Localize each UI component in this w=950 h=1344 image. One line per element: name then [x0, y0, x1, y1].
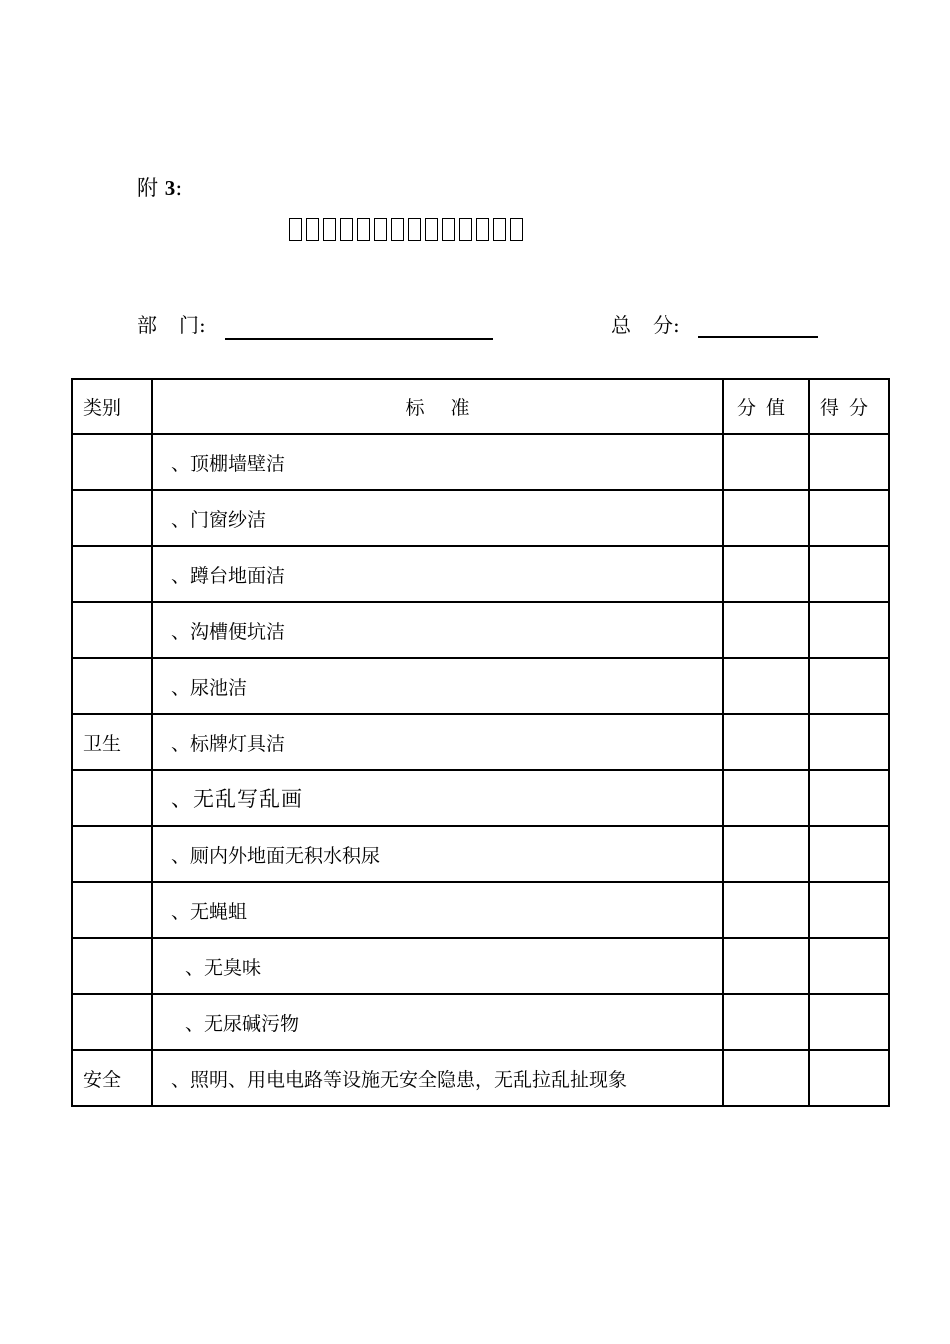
- row-category: [72, 938, 152, 994]
- table-row: [72, 882, 889, 938]
- total-score-label: [611, 309, 680, 338]
- row-standard: 、照明、用电电路等设施无安全隐患，无乱拉乱扯现象: [152, 1050, 723, 1106]
- row-score-cell[interactable]: [809, 994, 889, 1050]
- table-header-row: [72, 379, 889, 434]
- document-title-placeholder: [289, 218, 523, 241]
- row-points-cell[interactable]: [723, 658, 809, 714]
- header-category: 类别: [72, 379, 152, 434]
- title-glyph-box: [289, 218, 302, 241]
- total-label-char-2: 分:: [653, 313, 680, 337]
- annex-prefix: 附: [137, 176, 158, 200]
- row-category: [72, 826, 152, 882]
- header-score-text: 得分: [819, 397, 878, 419]
- row-category: [72, 770, 152, 826]
- table-row: [72, 490, 889, 546]
- row-score-cell[interactable]: [809, 882, 889, 938]
- title-glyph-box: [459, 218, 472, 241]
- title-glyph-box: [374, 218, 387, 241]
- header-score: [809, 379, 889, 434]
- row-points-cell[interactable]: [723, 546, 809, 602]
- title-glyph-box: [493, 218, 506, 241]
- row-category: [72, 434, 152, 490]
- row-points-cell[interactable]: [723, 770, 809, 826]
- row-points-cell[interactable]: [723, 826, 809, 882]
- row-standard: 、无蝇蛆: [152, 882, 723, 938]
- title-glyph-box: [425, 218, 438, 241]
- row-score-cell[interactable]: [809, 602, 889, 658]
- row-score-cell[interactable]: [809, 546, 889, 602]
- title-glyph-box: [323, 218, 336, 241]
- row-category: [72, 546, 152, 602]
- annex-suffix: :: [175, 176, 183, 200]
- table-row: [72, 770, 889, 826]
- row-category: 安全: [72, 1050, 152, 1106]
- table-row: [72, 1050, 889, 1106]
- row-points-cell[interactable]: [723, 994, 809, 1050]
- title-glyph-box: [340, 218, 353, 241]
- annex-number: 3: [164, 176, 176, 200]
- row-score-cell[interactable]: [809, 770, 889, 826]
- department-label: [137, 309, 206, 338]
- department-label-char-1: 部: [137, 313, 157, 337]
- row-score-cell[interactable]: [809, 826, 889, 882]
- row-points-cell[interactable]: [723, 602, 809, 658]
- annex-label: [137, 172, 182, 202]
- header-points: [723, 379, 809, 434]
- title-glyph-box: [442, 218, 455, 241]
- row-standard: 、门窗纱洁: [152, 490, 723, 546]
- table-row: [72, 602, 889, 658]
- row-standard: 、无乱写乱画: [152, 770, 723, 826]
- row-score-cell[interactable]: [809, 938, 889, 994]
- row-points-cell[interactable]: [723, 490, 809, 546]
- header-standard-text: 标准: [405, 397, 496, 419]
- row-standard: 、顶棚墙壁洁: [152, 434, 723, 490]
- row-score-cell[interactable]: [809, 434, 889, 490]
- inspection-table: [71, 378, 890, 1107]
- row-standard: 、无尿碱污物: [152, 994, 723, 1050]
- row-category: 卫生: [72, 714, 152, 770]
- title-glyph-box: [510, 218, 523, 241]
- row-standard: 、厕内外地面无积水积尿: [152, 826, 723, 882]
- title-glyph-box: [306, 218, 319, 241]
- row-points-cell[interactable]: [723, 938, 809, 994]
- row-standard: 、无臭味: [152, 938, 723, 994]
- table-row: [72, 546, 889, 602]
- row-points-cell[interactable]: [723, 714, 809, 770]
- table-row: [72, 658, 889, 714]
- title-glyph-box: [476, 218, 489, 241]
- row-points-cell[interactable]: [723, 434, 809, 490]
- row-points-cell[interactable]: [723, 1050, 809, 1106]
- department-input-line[interactable]: [225, 338, 493, 340]
- row-score-cell[interactable]: [809, 1050, 889, 1106]
- table-row: [72, 938, 889, 994]
- title-glyph-box: [357, 218, 370, 241]
- row-score-cell[interactable]: [809, 714, 889, 770]
- row-score-cell[interactable]: [809, 658, 889, 714]
- row-category: [72, 994, 152, 1050]
- title-glyph-box: [408, 218, 421, 241]
- header-points-text: 分值: [736, 397, 795, 419]
- row-points-cell[interactable]: [723, 882, 809, 938]
- row-standard: 、沟槽便坑洁: [152, 602, 723, 658]
- table-row: [72, 434, 889, 490]
- table-row: [72, 826, 889, 882]
- row-category: [72, 882, 152, 938]
- row-category: [72, 602, 152, 658]
- title-glyph-box: [391, 218, 404, 241]
- row-category: [72, 658, 152, 714]
- header-standard: [152, 379, 723, 434]
- table-row: [72, 994, 889, 1050]
- total-label-char-1: 总: [611, 313, 631, 337]
- total-score-input-line[interactable]: [698, 336, 818, 338]
- department-label-char-2: 门:: [179, 313, 206, 337]
- row-score-cell[interactable]: [809, 490, 889, 546]
- row-standard: 、蹲台地面洁: [152, 546, 723, 602]
- row-category: [72, 490, 152, 546]
- row-standard: 、标牌灯具洁: [152, 714, 723, 770]
- row-standard: 、尿池洁: [152, 658, 723, 714]
- table-row: [72, 714, 889, 770]
